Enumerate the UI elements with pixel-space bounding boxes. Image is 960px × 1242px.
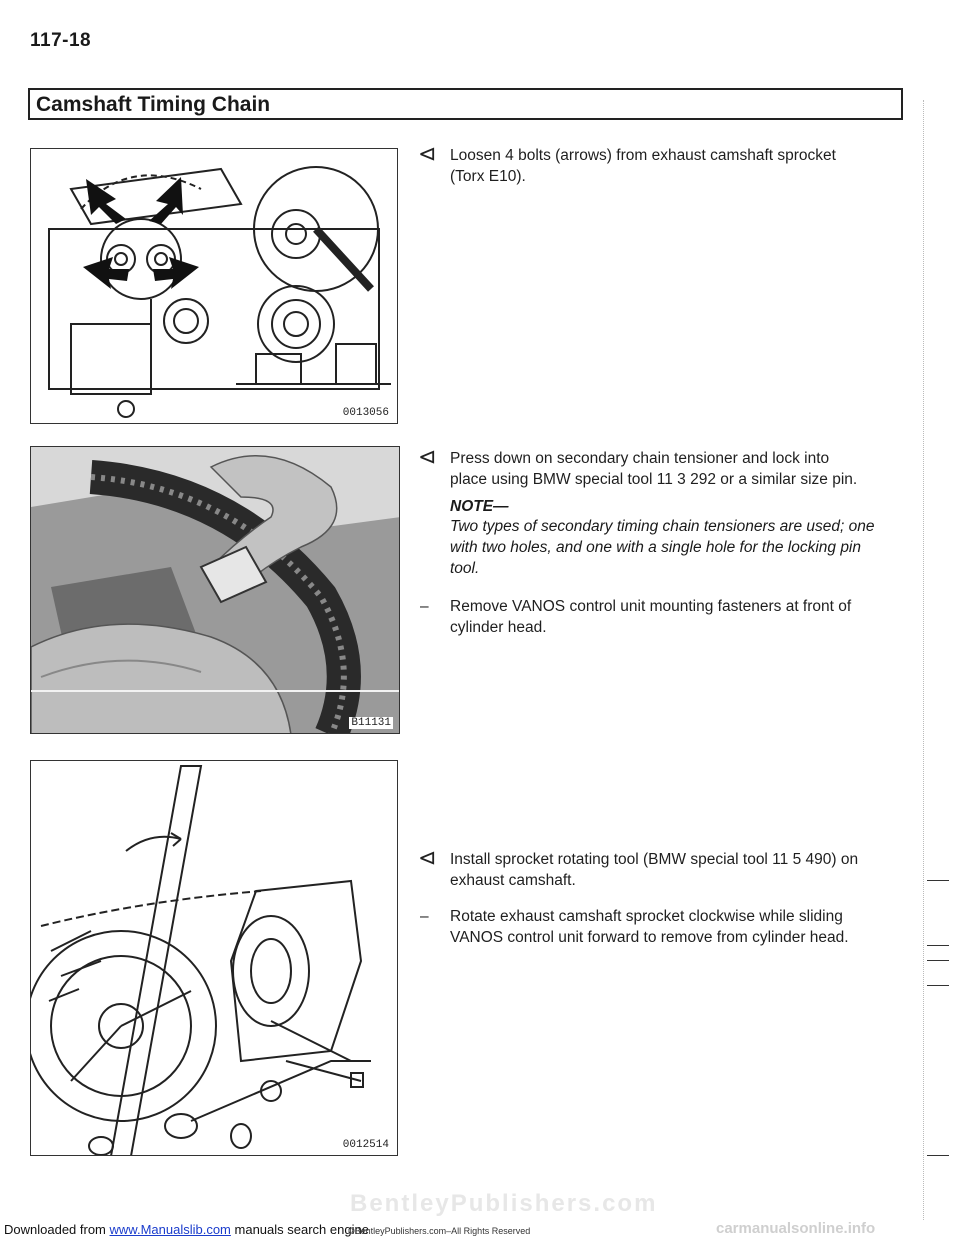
pointer-arrow-icon: ⊲: [418, 141, 437, 166]
sprocket-illustration: [31, 149, 398, 424]
manualslib-link[interactable]: www.Manualslib.com: [109, 1222, 231, 1237]
tensioner-photo-illustration: [31, 447, 400, 734]
step-loosen-bolts: [418, 141, 870, 187]
footer-download-line: [4, 1222, 369, 1237]
note-body: Two types of secondary timing chain tensioners are used; one with two holes, and one with a single hole for the locking pin tool.: [450, 518, 875, 577]
margin-tick: [927, 960, 949, 961]
section-title-bar: [28, 88, 903, 120]
page-number: 117-18: [30, 30, 92, 51]
margin-tick: [927, 985, 949, 986]
step-text: Remove VANOS control unit mounting fasteners at front of cylinder head.: [450, 598, 852, 636]
bentley-watermark: BentleyPublishers.com: [350, 1190, 658, 1217]
margin-tick: [927, 880, 949, 881]
dash-bullet: –: [420, 908, 429, 925]
footer-tagline: manuals search engine: [234, 1222, 369, 1237]
figure-sprocket-rotating-tool: [30, 760, 398, 1156]
step-text: Press down on secondary chain tensioner and lock into place using BMW special tool 11 3 292 or a similar size pin.: [450, 450, 858, 488]
copyright-notice: ©BentleyPublishers.com–All Rights Reserved: [348, 1226, 531, 1236]
dash-bullet: –: [420, 598, 429, 615]
step-remove-fasteners: [420, 596, 870, 638]
pointer-arrow-icon: ⊲: [418, 444, 437, 469]
note-block: [450, 498, 875, 579]
section-title: Camshaft Timing Chain: [36, 93, 271, 116]
carmanualsonline-watermark: carmanualsonline.info: [716, 1220, 876, 1237]
step-text: Install sprocket rotating tool (BMW special tool 11 5 490) on exhaust camshaft.: [450, 851, 859, 889]
margin-tick: [927, 1155, 949, 1156]
figure-label: 0012514: [342, 1139, 389, 1151]
figure-label: 0013056: [342, 407, 389, 419]
step-text: Loosen 4 bolts (arrows) from exhaust camshaft sprocket (Torx E10).: [450, 147, 836, 185]
margin-tick: [927, 945, 949, 946]
figure-exhaust-sprocket-bolts: [30, 148, 398, 424]
figure-chain-tensioner-photo: [30, 446, 400, 734]
rotating-tool-illustration: [31, 761, 398, 1156]
footer-downloaded-from: Downloaded from: [4, 1222, 106, 1237]
figure-label: B11131: [351, 717, 391, 729]
right-margin-marks: [905, 0, 960, 1242]
step-text: Rotate exhaust camshaft sprocket clockwise while sliding VANOS control unit forward to remove from cylinder head.: [450, 908, 849, 946]
step-rotate-sprocket: [420, 906, 870, 948]
note-title: NOTE—: [450, 498, 509, 515]
step-install-tool: [418, 845, 870, 891]
pointer-arrow-icon: ⊲: [418, 845, 437, 870]
margin-dotted-line: [923, 100, 925, 1220]
step-press-tensioner: [418, 444, 870, 490]
